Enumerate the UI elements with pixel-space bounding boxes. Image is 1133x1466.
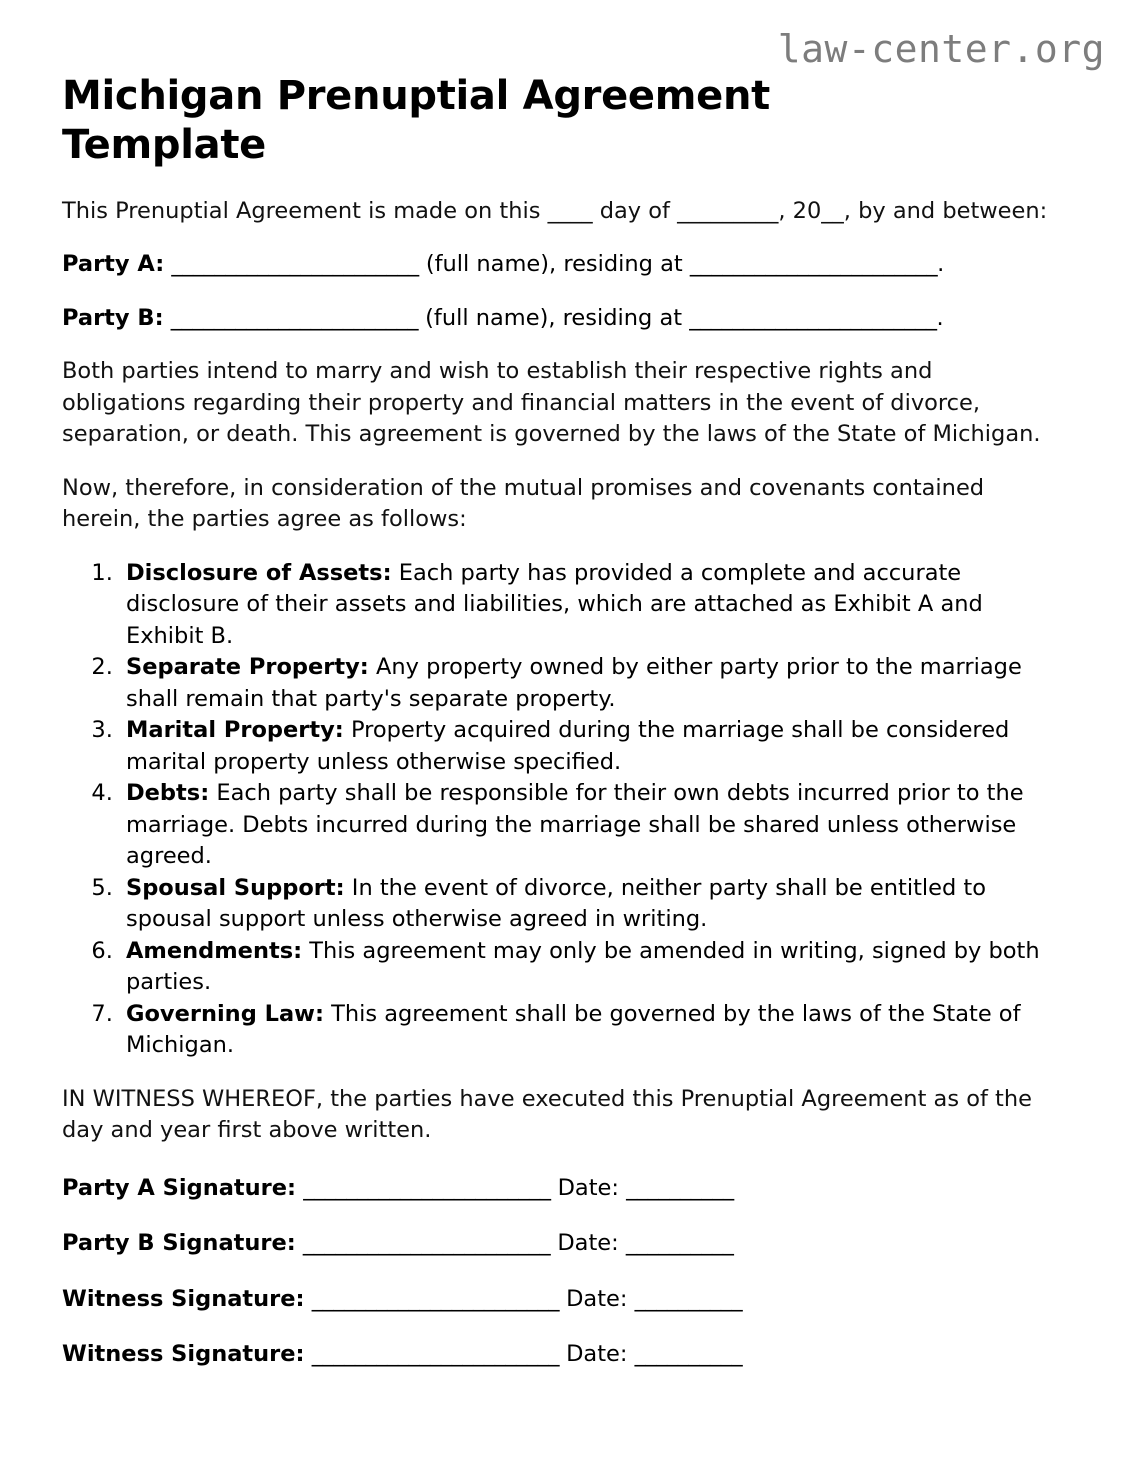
party-a-line — [62, 249, 1062, 281]
date-blank: __________ — [626, 1174, 734, 1201]
document-content — [62, 72, 1062, 1395]
list-item — [120, 936, 1062, 999]
signature-label: Party B Signature: — [62, 1230, 296, 1257]
date-label: Date: — [557, 1230, 619, 1257]
list-item — [120, 652, 1062, 715]
witness-clause-paragraph: IN WITNESS WHEREOF, the parties have executed this Prenuptial Agreement as of the day and year first above written. — [62, 1085, 1032, 1144]
party-b-label: Party B: — [62, 304, 164, 331]
signature-blank: _______________________ — [311, 1285, 559, 1312]
clause-body: Each party shall be responsible for their own debts incurred prior to the marriage. Debts incurred during the marriage shall be shared unless otherwise agreed. — [126, 780, 1024, 870]
list-item — [120, 715, 1062, 778]
date-blank: __________ — [634, 1285, 743, 1312]
date-label: Date: — [566, 1341, 628, 1368]
date-blank: __________ — [625, 1230, 734, 1257]
signature-blank: _______________________ — [311, 1341, 559, 1368]
party-b-mid-text: (full name), residing at — [425, 304, 683, 331]
clause-body: Property acquired during the marriage shall be considered marital property unless otherwise specified. — [126, 717, 1010, 775]
clause-term: Amendments: — [126, 937, 303, 964]
clause-body: Any property owned by either party prior to the marriage shall remain that party's separate property. — [126, 654, 1022, 712]
clause-term: Governing Law: — [126, 1000, 324, 1027]
clause-term: Spousal Support: — [126, 874, 345, 901]
party-b-line — [62, 303, 1062, 335]
list-item — [120, 999, 1062, 1062]
signature-block — [62, 1173, 1062, 1371]
clause-body: This agreement may only be amended in writing, signed by both parties. — [126, 937, 1040, 996]
recital-paragraph-1: Both parties intend to marry and wish to establish their respective rights and obligations regarding their property and financial matters in the event of divorce, separation, or death. This agreement is governed by the laws of the State of Michigan. — [62, 358, 1041, 448]
clause-term: Debts: — [126, 780, 210, 807]
signature-blank: _______________________ — [302, 1230, 551, 1257]
site-watermark: law-center.org — [777, 27, 1105, 71]
intro-paragraph: This Prenuptial Agreement is made on this ____ day of _________, 20__, by and between: — [62, 197, 1048, 224]
clause-list — [62, 558, 1062, 1062]
list-item — [120, 558, 1062, 653]
signature-row-party-a — [62, 1173, 1062, 1205]
clause-term: Marital Property: — [126, 717, 344, 744]
signature-label: Party A Signature: — [62, 1174, 297, 1201]
clause-term: Disclosure of Assets: — [126, 559, 392, 586]
clause-term: Separate Property: — [126, 654, 369, 681]
party-b-address-blank: _______________________ — [689, 304, 937, 331]
signature-row-party-b — [62, 1228, 1062, 1260]
signature-label: Witness Signature: — [62, 1341, 305, 1368]
party-a-mid-text: (full name), residing at — [425, 251, 683, 278]
date-label: Date: — [566, 1285, 628, 1312]
party-a-label: Party A: — [62, 251, 165, 278]
party-a-name-blank: _______________________ — [171, 251, 419, 278]
clause-body: In the event of divorce, neither party shall be entitled to spousal support unless otherwise agreed in writing. — [126, 874, 987, 933]
list-item — [120, 778, 1062, 873]
page-title: Michigan Prenuptial Agreement Template — [62, 73, 770, 168]
signature-row-witness-2 — [62, 1339, 1062, 1371]
party-a-address-blank: _______________________ — [689, 251, 938, 278]
clause-body: This agreement shall be governed by the laws of the State of Michigan. — [126, 1000, 1021, 1059]
clause-body: Each party has provided a complete and accurate disclosure of their assets and liabilities, which are attached as Exhibit A and Exhibit B. — [126, 559, 983, 649]
date-blank: __________ — [634, 1341, 743, 1368]
signature-row-witness-1 — [62, 1284, 1062, 1316]
list-item — [120, 873, 1062, 936]
party-b-period: . — [936, 304, 944, 331]
party-a-period: . — [937, 251, 945, 278]
recital-paragraph-2: Now, therefore, in consideration of the mutual promises and covenants contained herein, the parties agree as follows: — [62, 474, 985, 533]
signature-label: Witness Signature: — [62, 1285, 305, 1312]
date-label: Date: — [557, 1174, 619, 1201]
party-b-name-blank: _______________________ — [170, 304, 418, 331]
signature-blank: _______________________ — [303, 1174, 551, 1201]
